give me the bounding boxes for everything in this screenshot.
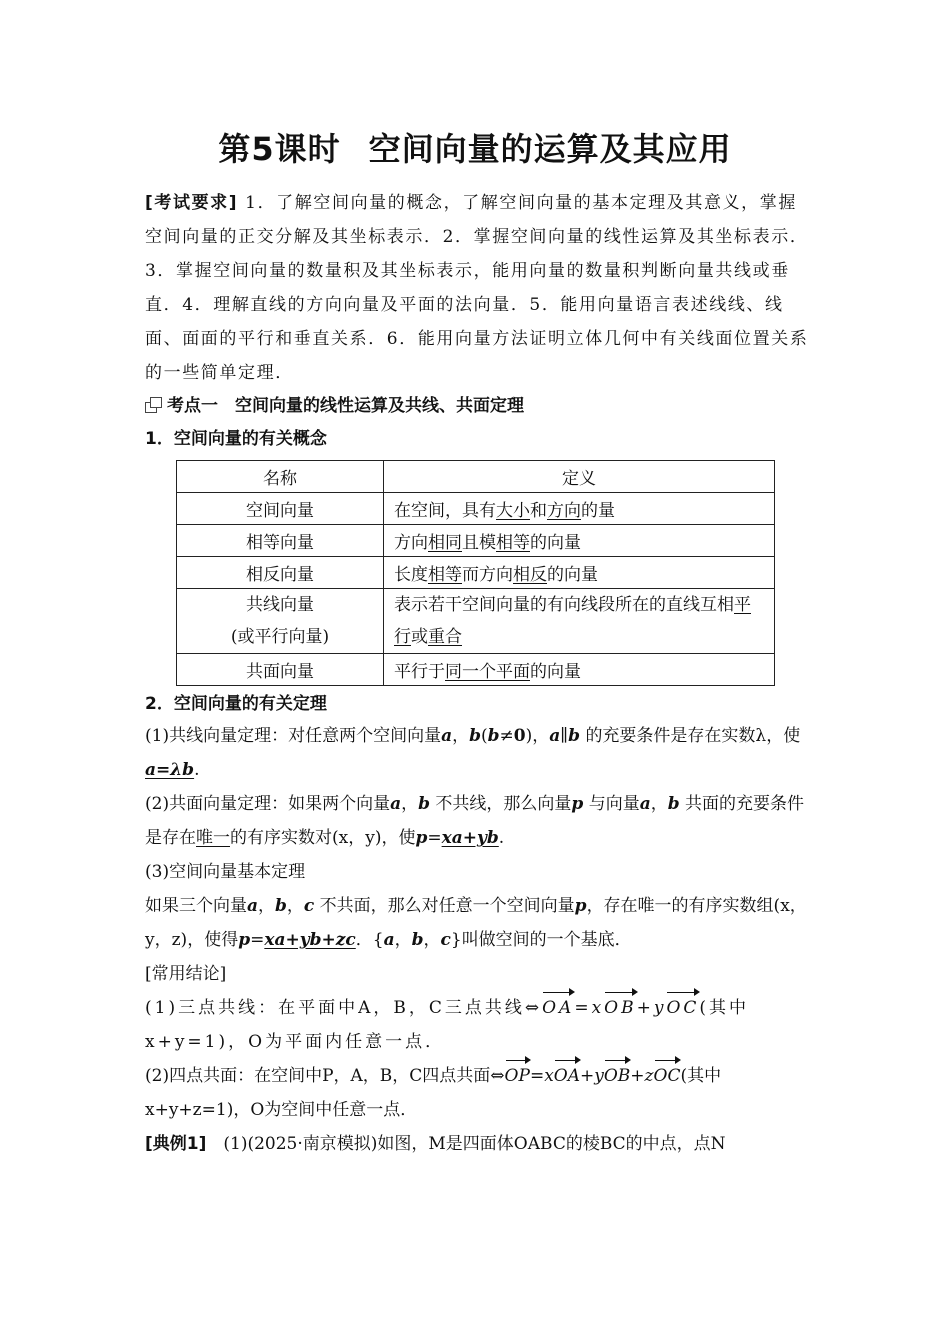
- collinear-theorem: (1)共线向量定理：对任意两个空间向量a，b(b≠0)，a∥b 的充要条件是存在实数λ，使a=λb.: [145, 726, 801, 780]
- row-name: 相反向量: [177, 557, 384, 589]
- basis-theorem-heading: (3)空间向量基本定理: [145, 862, 306, 882]
- collinear-formula: a=λb: [145, 760, 195, 780]
- lesson-number: 第5课时: [218, 130, 341, 168]
- table-row: [177, 493, 775, 525]
- header-definition: 定义: [384, 461, 775, 493]
- row-definition: 在空间，具有大小和方向的量: [384, 493, 775, 525]
- row-name: 共线向量 (或平行向量): [177, 589, 384, 654]
- requirements-text: 1．了解空间向量的概念，了解空间向量的基本定理及其意义，掌握空间向量的正交分解及其坐标表示．2．掌握空间向量的线性运算及其坐标表示．3．掌握空间向量的数量积及其坐标表示，能用向量的数量积判断向量共线或垂直．4．理解直线的方向向量及平面的法向量．5．能用向量语言表述线线、线面、面面的平行和垂直关系．6．能用向量方法证明立体几何中有关线面位置关系的一些简单定理．: [145, 193, 809, 383]
- coplanar-theorem: (2)共面向量定理：如果两个向量a，b 不共线，那么向量p 与向量a，b 共面的充要条件是存在唯一的有序实数对(x，y)，使p=xa+yb.: [145, 794, 805, 848]
- concepts-table: [176, 460, 775, 686]
- concepts-heading: 1．空间向量的有关概念: [145, 429, 327, 449]
- row-name: 空间向量: [177, 493, 384, 525]
- row-name: 相等向量: [177, 525, 384, 557]
- page-title: [0, 124, 950, 170]
- example-1: [145, 1127, 810, 1161]
- example-text: (1)(2025·南京模拟)如图，M是四面体OABC的棱BC的中点，点N: [223, 1134, 726, 1154]
- coplanar-formula: xa+yb: [441, 828, 499, 848]
- four-points-coplanar: (2)四点共面：在空间中P，A，B，C四点共面⇔OP=xOA+yOB+zOC(其中x+y+z=1)，O为空间中任意一点．: [145, 1059, 810, 1127]
- exam-requirements: [145, 186, 810, 390]
- theorems-heading: 2．空间向量的有关定理: [145, 694, 327, 714]
- lesson-topic: 空间向量的运算及其应用: [368, 130, 732, 168]
- row-definition: 长度相等而方向相反的向量: [384, 557, 775, 589]
- section-title: 考点一 空间向量的线性运算及共线、共面定理: [167, 396, 524, 416]
- table-row: [177, 654, 775, 686]
- conclusions-label: [常用结论]: [145, 964, 227, 984]
- row-definition: 表示若干空间向量的有向线段所在的直线互相平行或重合: [384, 589, 775, 654]
- basis-theorem: 如果三个向量a，b，c 不共面，那么对任意一个空间向量p，存在唯一的有序实数组(x，y，z)，使得p=xa+yb+zc．{a，b，c}叫做空间的一个基底．: [145, 896, 807, 950]
- row-definition: 平行于同一个平面的向量: [384, 654, 775, 686]
- table-row: [177, 525, 775, 557]
- basis-formula: xa+yb+zc: [264, 930, 356, 950]
- header-name: 名称: [177, 461, 384, 493]
- table-row: [177, 589, 775, 654]
- row-name: 共面向量: [177, 654, 384, 686]
- table-header-row: [177, 461, 775, 493]
- row-definition: 方向相同且模相等的向量: [384, 525, 775, 557]
- section-heading: [145, 394, 524, 418]
- section-icon: [145, 397, 163, 413]
- three-points-collinear: (1)三点共线：在平面中A，B，C三点共线⇔OA=xOB+yOC(其中x+y=1)，O为平面内任意一点．: [145, 991, 810, 1059]
- table-row: [177, 557, 775, 589]
- example-label: [典例1]: [145, 1134, 207, 1154]
- requirements-label: [考试要求]: [145, 193, 239, 213]
